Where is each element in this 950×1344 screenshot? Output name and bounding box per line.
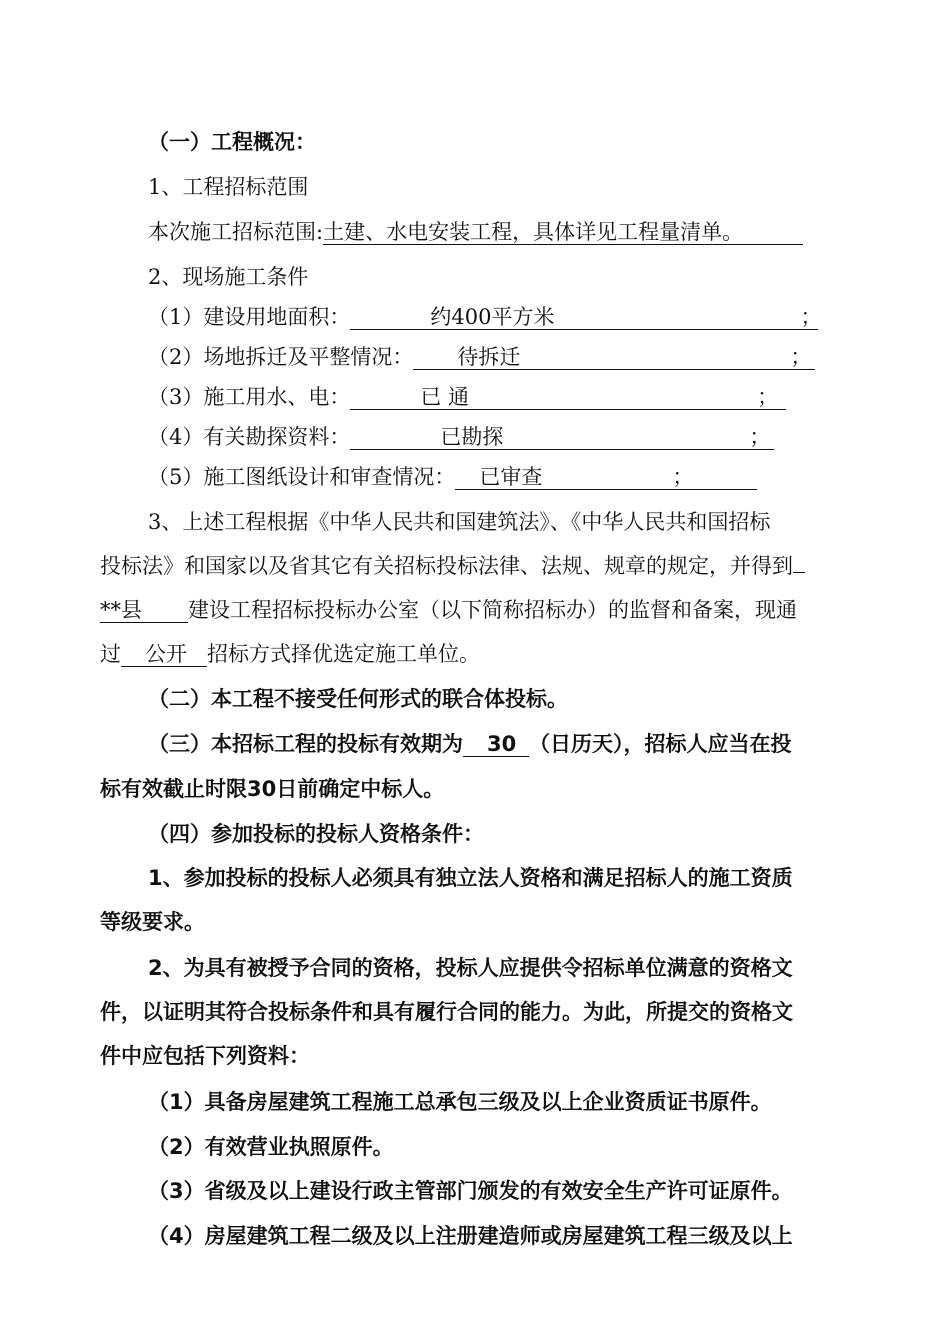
section-3-line-1 (148, 730, 792, 758)
requirement-2-line-3: 件中应包括下列资料： (100, 1044, 310, 1068)
requirement-2-line-1: 2、为具有被授予合同的资格，投标人应提供令招标单位满意的资格文 (148, 956, 793, 980)
condition-row (148, 343, 815, 371)
section-3-pre: （三）本招标工程的投标有效期为 (148, 732, 463, 756)
condition-value-field (350, 425, 774, 450)
condition-value: 待拆迁 (457, 345, 521, 369)
section-3-line-2: 标有效截止时限30日前确定中标人。 (100, 777, 445, 801)
method-value: 公开 (145, 642, 187, 666)
condition-value: 已 通 (420, 385, 470, 409)
condition-row (148, 423, 774, 451)
condition-value: 约400平方米 (430, 305, 555, 329)
item3-line-3 (100, 596, 797, 624)
scope-line (148, 218, 803, 246)
requirement-1-line-2: 等级要求。 (100, 910, 205, 934)
section-heading-4: （四）参加投标的投标人资格条件： (148, 822, 484, 846)
method-field (121, 642, 207, 667)
condition-value-field (413, 345, 815, 370)
section-2-text: （二）本工程不接受任何形式的联合体投标。 (148, 687, 568, 711)
item3-line-4-text: 招标方式择优选定施工单位。 (207, 642, 480, 666)
condition-value-field (350, 385, 786, 410)
item2-title: 2、现场施工条件 (148, 265, 309, 289)
condition-label: （3）施工用水、电： (148, 385, 351, 409)
scope-value: 土建、水电安装工程，具体详见工程量清单。 (323, 220, 803, 245)
requirement-1-line-1: 1、参加投标的投标人必须具有独立法人资格和满足招标人的施工资质 (148, 866, 793, 890)
days-field (463, 732, 529, 757)
item3-line-3-text: 建设工程招标投标办公室（以下简称招标办）的监督和备案，现通 (188, 598, 797, 622)
item3-line-2-text: 投标法》和国家以及省其它有关招标投标法律、法规、规章的规定，并得到 (100, 554, 793, 578)
county-field (100, 598, 188, 623)
condition-value-field (350, 305, 822, 330)
document-list-item: （1）具备房屋建筑工程施工总承包三级及以上企业资质证书原件。 (148, 1090, 772, 1114)
scope-label: 本次施工招标范围: (148, 220, 324, 244)
condition-value: 已勘探 (440, 425, 504, 449)
county-value: **县 (100, 598, 142, 622)
item3-line-4 (100, 640, 480, 668)
condition-label: （4）有关勘探资料： (148, 425, 351, 449)
condition-row (148, 303, 822, 331)
condition-end: ； (749, 425, 771, 449)
section-heading-1: （一）工程概况： (148, 130, 316, 154)
item3-line-1: 3、上述工程根据《中华人民共和国建筑法》、《中华人民共和国招标 (148, 510, 771, 534)
condition-label: （5）施工图纸设计和审查情况： (148, 465, 456, 489)
document-list-item: （2）有效营业执照原件。 (148, 1135, 394, 1159)
condition-row (148, 383, 786, 411)
condition-end: ； (757, 385, 779, 409)
condition-value-field (455, 465, 757, 490)
requirement-2-line-2: 件，以证明其符合投标条件和具有履行合同的能力。为此，所提交的资格文 (100, 1000, 793, 1024)
condition-end: ； (672, 465, 694, 489)
condition-end: ； (800, 305, 822, 329)
county-blank-start (793, 572, 805, 573)
days-value: 30 (487, 732, 517, 756)
item3-line-4-pre: 过 (100, 642, 121, 666)
condition-label: （2）场地拆迁及平整情况： (148, 345, 414, 369)
section-3-post: （日历天），招标人应当在投 (529, 732, 792, 756)
document-list-item: （3）省级及以上建设行政主管部门颁发的有效安全生产许可证原件。 (148, 1179, 793, 1203)
item1-title: 1、工程招标范围 (148, 175, 309, 199)
condition-end: ； (790, 345, 812, 369)
condition-row (148, 463, 757, 491)
item3-line-2 (100, 552, 805, 580)
condition-label: （1）建设用地面积： (148, 305, 351, 329)
condition-value: 已审查 (479, 465, 543, 489)
document-list-item: （4）房屋建筑工程二级及以上注册建造师或房屋建筑工程三级及以上 (148, 1224, 793, 1248)
